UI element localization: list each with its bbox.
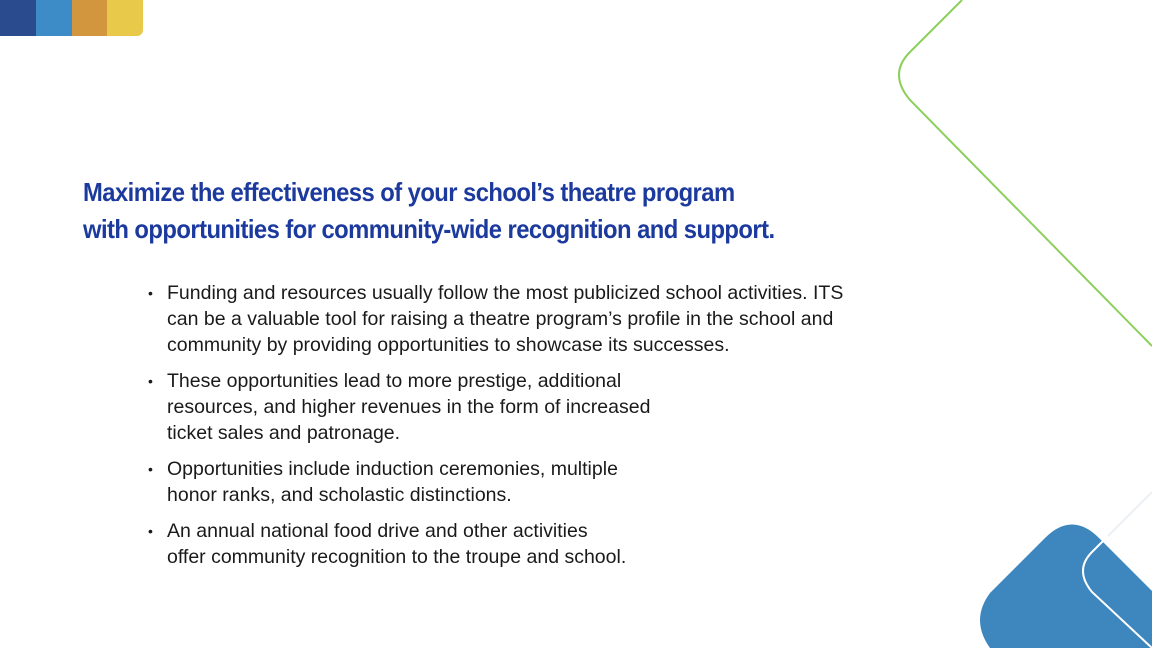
bullet-item-opportunities: [148, 456, 843, 508]
blue-rounded-shape: [980, 525, 1152, 648]
headline-line-2: with opportunities for community-wide recognition and support.: [83, 214, 775, 244]
bullet-text-line: ticket sales and patronage.: [167, 422, 401, 444]
bullet-text-line: community by providing opportunities to showcase its successes.: [167, 334, 730, 356]
bullet-text-line: Opportunities include induction ceremonies, multiple: [167, 458, 618, 480]
green-chevron-line: [899, 0, 1152, 346]
bullet-text-line: resources, and higher revenues in the form of increased: [167, 396, 651, 418]
bullet-marker: •: [148, 461, 153, 477]
bullet-marker: •: [148, 373, 153, 389]
bullet-list: [148, 280, 843, 580]
bullet-text-line: An annual national food drive and other activities: [167, 520, 588, 542]
headline: [83, 174, 870, 248]
bullet-text-line: offer community recognition to the troupe and school.: [167, 546, 627, 568]
bullet-text-line: honor ranks, and scholastic distinctions.: [167, 484, 512, 506]
bullet-item-funding: [148, 280, 843, 358]
bullet-item-prestige: [148, 368, 843, 446]
bullet-marker: •: [148, 285, 153, 301]
bullet-text-line: These opportunities lead to more prestige, additional: [167, 370, 622, 392]
headline-line-1: Maximize the effectiveness of your school’s theatre program: [83, 177, 735, 207]
bullet-text-line: Funding and resources usually follow the most publicized school activities. ITS: [167, 282, 844, 304]
bullet-item-food-drive: [148, 518, 843, 570]
bullet-text-line: can be a valuable tool for raising a theatre program’s profile in the school and: [167, 308, 834, 330]
bullet-marker: •: [148, 523, 153, 539]
faint-diagonal-line: [1108, 492, 1152, 536]
